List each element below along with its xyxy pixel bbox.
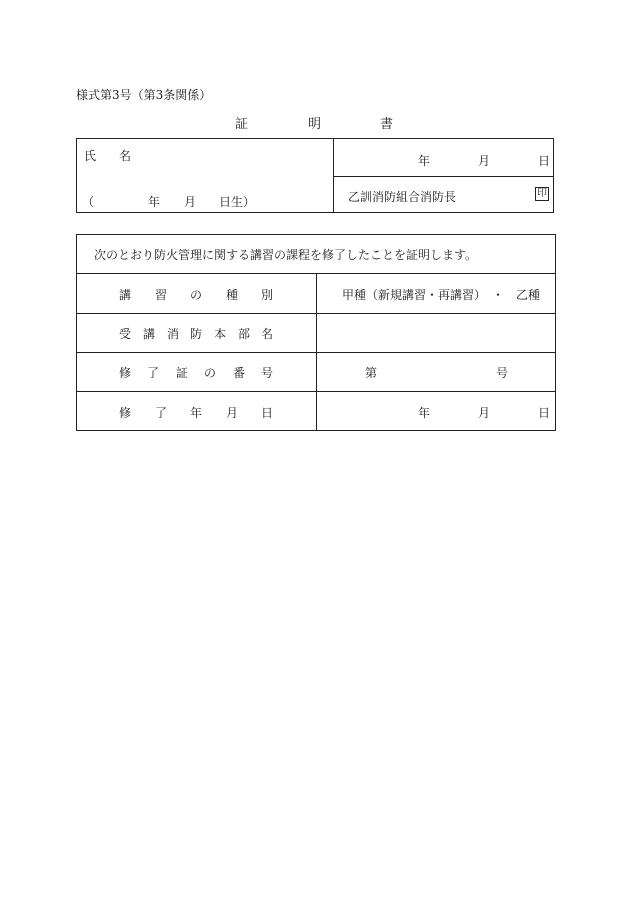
issue-year-label: 年 <box>418 154 431 168</box>
row4-label-char: 月 <box>226 406 239 420</box>
completion-day-label: 日 <box>538 406 551 420</box>
row1-label-char: の <box>190 288 203 302</box>
row1-label-char: 講 <box>119 288 132 302</box>
box-divider-horizontal <box>333 176 553 177</box>
row3-label-char: 修 <box>119 366 132 380</box>
document-title-char-3: 書 <box>380 117 394 132</box>
row2-label-char: 消 <box>167 327 180 341</box>
row2-label-char: 部 <box>238 327 251 341</box>
certificate-number-prefix: 第 <box>365 366 378 380</box>
row1-label-char: 習 <box>155 288 168 302</box>
document-title-char-2: 明 <box>308 117 322 132</box>
completion-month-label: 月 <box>478 406 491 420</box>
row3-label-char: 番 <box>233 366 246 380</box>
row2-label-char: 受 <box>119 327 132 341</box>
birth-open-paren: （ <box>82 195 95 209</box>
name-label-char-1: 氏 <box>84 149 97 163</box>
document-title-char-1: 証 <box>235 117 249 132</box>
birth-year-label: 年 <box>148 195 161 209</box>
row3-label-char: の <box>204 366 217 380</box>
row2-label-char: 防 <box>190 327 203 341</box>
row4-label-char: 了 <box>155 406 168 420</box>
form-number: 様式第3号（第3条関係） <box>76 88 212 102</box>
row4-label-char: 修 <box>119 406 132 420</box>
issue-day-label: 日 <box>538 154 551 168</box>
table-column-divider <box>316 273 317 430</box>
row3-label-char: 了 <box>147 366 160 380</box>
row2-label-char: 講 <box>143 327 156 341</box>
birth-day-label: 日生） <box>219 195 256 209</box>
name-label-char-2: 名 <box>119 149 132 163</box>
certificate-number-suffix: 号 <box>496 366 509 380</box>
row4-label-char: 年 <box>190 406 203 420</box>
row2-label-char: 本 <box>214 327 227 341</box>
row3-label-char: 号 <box>261 366 274 380</box>
birth-month-label: 月 <box>184 195 197 209</box>
issue-month-label: 月 <box>478 154 491 168</box>
course-type-value: 甲種（新規講習・再講習） ・ 乙種 <box>342 288 541 302</box>
completion-year-label: 年 <box>418 406 431 420</box>
issuer-title: 乙訓消防組合消防長 <box>348 190 457 204</box>
certification-statement: 次のとおり防火管理に関する講習の課程を修了したことを証明します。 <box>94 248 478 262</box>
row4-label-char: 日 <box>261 406 274 420</box>
row1-label-char: 別 <box>261 288 274 302</box>
row2-label-char: 名 <box>261 327 274 341</box>
row1-label-char: 種 <box>226 288 239 302</box>
row3-label-char: 証 <box>176 366 189 380</box>
seal-mark: 印 <box>537 188 547 199</box>
